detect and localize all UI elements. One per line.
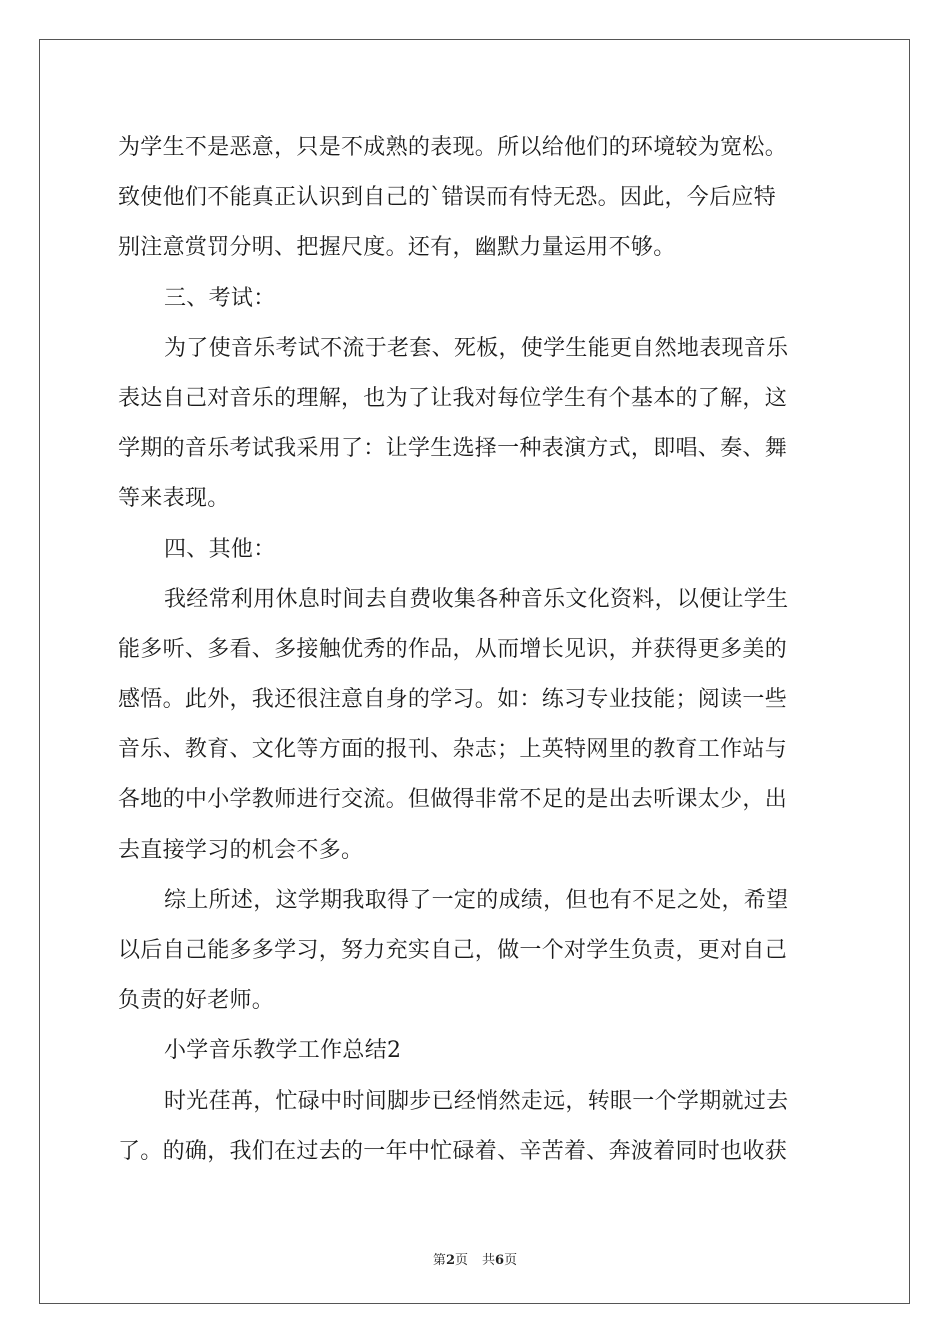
text-line: 感悟。此外，我还很注意自身的学习。如：练习专业技能；阅读一些 <box>118 687 788 713</box>
text-line: 音乐、教育、文化等方面的报刊、杂志；上英特网里的教育工作站与 <box>118 737 788 763</box>
text-line: 各地的中小学教师进行交流。但做得非常不足的是出去听课太少，出 <box>118 787 788 813</box>
total-suffix: 页 <box>504 1253 518 1268</box>
text-line: 以后自己能多多学习，努力充实自己，做一个对学生负责，更对自己 <box>118 938 788 963</box>
section-heading: 三、考试： <box>164 285 276 311</box>
text-line: 去直接学习的机会不多。 <box>118 837 364 863</box>
text-line: 为学生不是恶意，只是不成熟的表现。所以给他们的环境较为宽松。 <box>118 135 788 160</box>
text-line: 别注意赏罚分明、把握尺度。还有，幽默力量运用不够。 <box>118 235 676 261</box>
text-line: 负责的好老师。 <box>118 988 275 1014</box>
text-line: 表达自己对音乐的理解，也为了让我对每位学生有个基本的了解，这 <box>118 385 788 411</box>
text-line: 我经常利用休息时间去自费收集各种音乐文化资料，以便让学生 <box>164 586 789 612</box>
text-line: 了。的确，我们在过去的一年中忙碌着、辛苦着、奔波着同时也收获 <box>118 1138 788 1164</box>
total-prefix: 共 <box>482 1253 496 1268</box>
text-line: 等来表现。 <box>118 486 230 512</box>
text-line: 学期的音乐考试我采用了：让学生选择一种表演方式，即唱、奏、舞 <box>118 436 788 462</box>
text-line: 时光荏苒，忙碌中时间脚步已经悄然走远，转眼一个学期就过去 <box>164 1088 789 1114</box>
text-line: 为了使音乐考试不流于老套、死板，使学生能更自然地表现音乐 <box>164 335 789 361</box>
page-suffix: 页 <box>454 1253 468 1268</box>
text-line: 致使他们不能真正认识到自己的`错误而有恃无恐。因此，今后应特 <box>118 185 777 211</box>
page-footer <box>0 1249 950 1268</box>
total-pages-number: 6 <box>495 1253 505 1268</box>
page-prefix: 第 <box>432 1253 446 1268</box>
document-body <box>118 123 834 1177</box>
text-line: 能多听、多看、多接触优秀的作品，从而增长见识，并获得更多美的 <box>118 636 788 662</box>
section-heading: 四、其他： <box>164 536 276 562</box>
article-title: 小学音乐教学工作总结2 <box>164 1038 402 1064</box>
current-page-number: 2 <box>445 1253 455 1268</box>
text-line: 综上所述，这学期我取得了一定的成绩，但也有不足之处，希望 <box>164 887 789 913</box>
